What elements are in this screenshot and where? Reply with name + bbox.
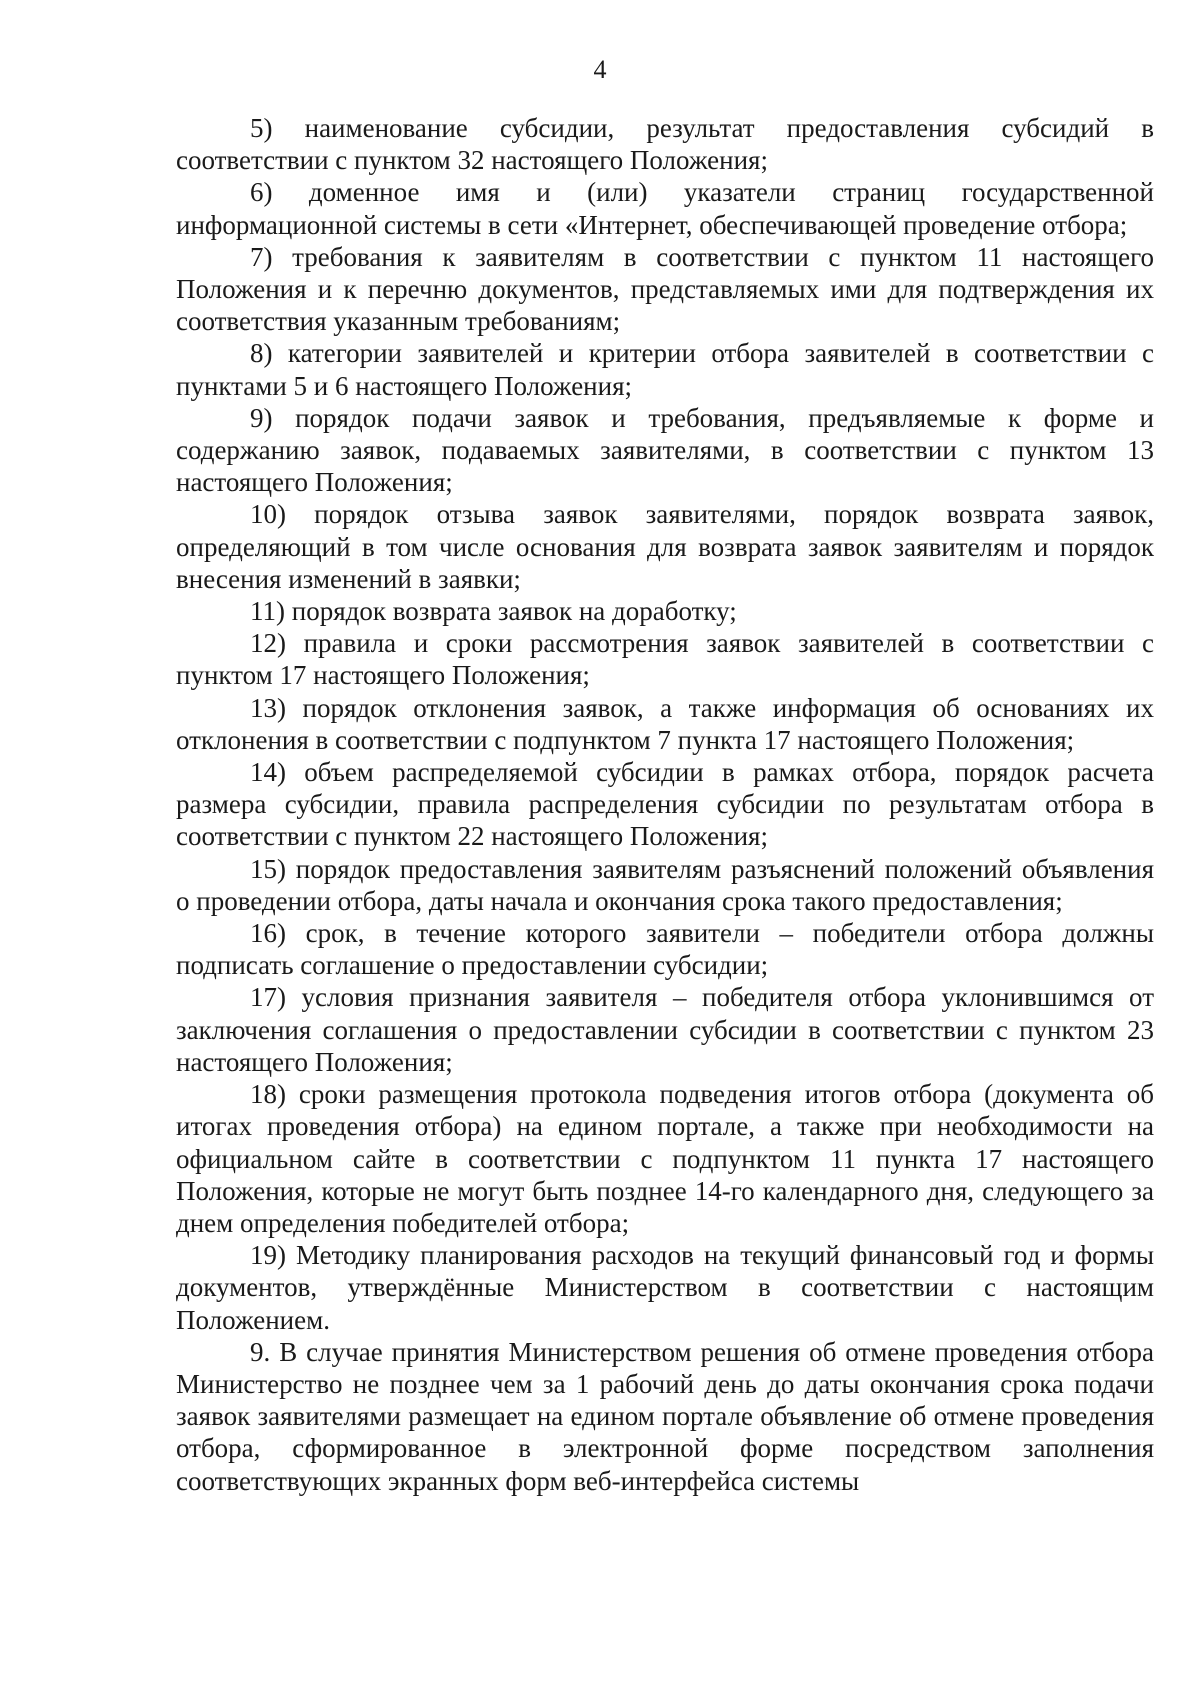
list-item-13: 13) порядок отклонения заявок, а также информация об основаниях их отклонения в соответствии с подпунктом 7 пункта 17 настоящего Положения;: [176, 692, 1154, 755]
list-item-18: 18) сроки размещения протокола подведения итогов отбора (документа об итогах проведения отбора) на едином портале, а также при необходимости на официальном сайте в соответствии с подпунктом 11 пункта 17 настоящего Положения, которые не могут быть позднее 14-го календарного дня, следующего за днем определения победителей отбора;: [176, 1079, 1154, 1238]
list-item-5: 5) наименование субсидии, результат предоставления субсидий в соответствии с пунктом 32 настоящего Положения;: [176, 113, 1154, 176]
list-item-17: 17) условия признания заявителя – победителя отбора уклонившимся от заключения соглашения о предоставлении субсидии в соответствии с пунктом 23 настоящего Положения;: [176, 982, 1154, 1077]
list-item-7: 7) требования к заявителям в соответствии с пунктом 11 настоящего Положения и к перечню документов, представляемых ими для подтверждения их соответствия указанным требованиям;: [176, 241, 1154, 337]
list-item-9: 9) порядок подачи заявок и требования, предъявляемые к форме и содержанию заявок, подаваемых заявителями, в соответствии с пунктом 13 настоящего Положения;: [176, 402, 1154, 498]
section-9-paragraph: 9. В случае принятия Министерством решения об отмене проведения отбора Министерство не позднее чем за 1 рабочий день до даты окончания срока подачи заявок заявителями размещает на едином портале объявление об отмене проведения отбора, сформированное в электронной форме посредством заполнения соответствующих экранных форм веб-интерфейса системы: [176, 1336, 1154, 1496]
document-body: [176, 112, 1154, 1497]
list-item-19: 19) Методику планирования расходов на текущий финансовый год и формы документов, утверждённые Министерством в соответствии с настоящим Положением.: [176, 1240, 1154, 1335]
list-item-14: 14) объем распределяемой субсидии в рамках отбора, порядок расчета размера субсидии, правила распределения субсидии по результатам отбора в соответствии с пунктом 22 настоящего Положения;: [176, 757, 1154, 852]
list-item-11: 11) порядок возврата заявок на доработку;: [250, 596, 737, 627]
list-item-8: 8) категории заявителей и критерии отбора заявителей в соответствии с пунктами 5 и 6 настоящего Положения;: [176, 338, 1154, 401]
list-item-16: 16) срок, в течение которого заявители – победители отбора должны подписать соглашение о предоставлении субсидии;: [176, 918, 1154, 981]
page-number: 4: [593, 55, 607, 84]
list-item-15: 15) порядок предоставления заявителям разъяснений положений объявления о проведении отбора, даты начала и окончания срока такого предоставления;: [176, 853, 1154, 916]
list-item-6: 6) доменное имя и (или) указатели страниц государственной информационной системы в сети «Интернет, обеспечивающей проведение отбора;: [176, 177, 1154, 240]
list-item-12: 12) правила и сроки рассмотрения заявок заявителей в соответствии с пунктом 17 настоящего Положения;: [176, 628, 1154, 691]
list-item-10: 10) порядок отзыва заявок заявителями, порядок возврата заявок, определяющий в том числе основания для возврата заявок заявителям и порядок внесения изменений в заявки;: [176, 499, 1154, 594]
